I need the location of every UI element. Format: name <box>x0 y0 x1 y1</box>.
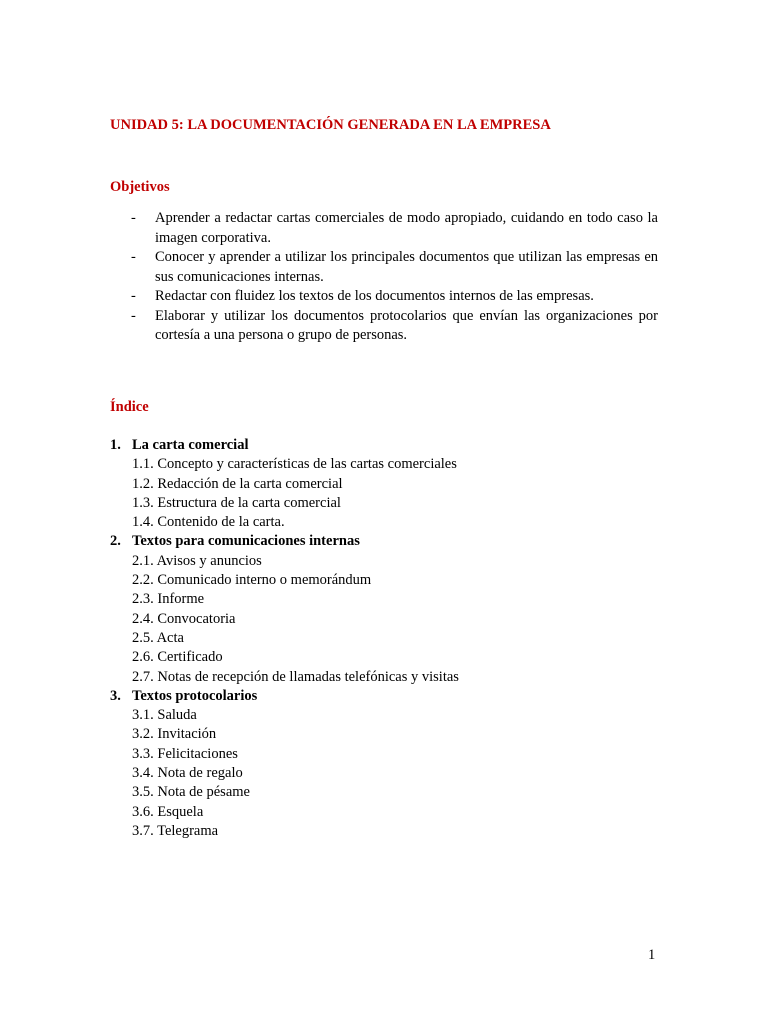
indice-heading: Índice <box>110 399 149 415</box>
toc-section-label: Textos protocolarios <box>132 687 258 704</box>
bullet-dash: - <box>131 210 136 226</box>
toc-subsection: 3.2. Invitación <box>132 726 217 743</box>
objetivos-heading: Objetivos <box>110 179 170 195</box>
toc-subsection: 1.1. Concepto y características de las cartas comerciales <box>132 456 457 473</box>
toc-section-label: La carta comercial <box>132 437 249 453</box>
objetivo-item <box>110 287 658 307</box>
toc-section-number: 3. <box>110 687 121 704</box>
table-of-contents <box>110 436 670 841</box>
toc-subsection: 1.4. Contenido de la carta. <box>132 514 285 531</box>
toc-subsection: 2.5. Acta <box>132 629 184 646</box>
toc-section-number: 2. <box>110 533 121 550</box>
toc-subsection: 3.3. Felicitaciones <box>132 745 238 762</box>
toc-section <box>110 532 670 686</box>
objetivo-item <box>110 209 658 248</box>
toc-section <box>110 687 670 841</box>
toc-section-title <box>110 687 670 706</box>
toc-subsection: 1.2. Redacción de la carta comercial <box>132 475 343 492</box>
toc-subsection: 2.3. Informe <box>132 591 205 608</box>
objetivo-text: Elaborar y utilizar los documentos protocolarios que envían las organizaciones por cortesía a una persona o grupo de personas. <box>155 307 658 343</box>
toc-subsection-list <box>110 455 670 532</box>
toc-subsection-list <box>110 706 670 841</box>
toc-subsection-list <box>110 552 670 687</box>
toc-subsection: 2.6. Certificado <box>132 649 223 666</box>
page-number: 1 <box>648 947 656 963</box>
objetivo-item <box>110 307 658 346</box>
bullet-dash: - <box>131 307 136 324</box>
bullet-dash: - <box>131 288 136 304</box>
bullet-dash: - <box>131 249 136 265</box>
objetivo-text: Aprender a redactar cartas comerciales de modo apropiado, cuidando en todo caso la imagen corporativa. <box>155 210 658 246</box>
toc-subsection: 3.7. Telegrama <box>132 822 219 839</box>
toc-subsection: 1.3. Estructura de la carta comercial <box>132 494 341 511</box>
toc-subsection: 2.7. Notas de recepción de llamadas telefónicas y visitas <box>132 668 459 685</box>
toc-subsection: 2.4. Convocatoria <box>132 610 236 627</box>
toc-subsection: 2.1. Avisos y anuncios <box>132 552 262 569</box>
toc-section <box>110 436 670 532</box>
toc-section-title <box>110 532 670 551</box>
toc-subsection: 3.4. Nota de regalo <box>132 765 243 782</box>
toc-subsection: 3.5. Nota de pésame <box>132 784 250 801</box>
toc-section-number: 1. <box>110 437 121 453</box>
toc-section-title <box>110 436 670 455</box>
toc-subsection: 2.2. Comunicado interno o memorándum <box>132 572 372 589</box>
toc-section-label: Textos para comunicaciones internas <box>132 533 360 550</box>
objetivo-text: Redactar con fluidez los textos de los documentos internos de las empresas. <box>155 288 594 304</box>
objetivo-text: Conocer y aprender a utilizar los principales documentos que utilizan las empresas en sus comunicaciones internas. <box>155 249 658 285</box>
objetivos-list <box>110 209 658 346</box>
toc-subsection: 3.6. Esquela <box>132 803 204 820</box>
objetivo-item <box>110 248 658 287</box>
toc-subsection: 3.1. Saluda <box>132 707 197 724</box>
document-title: UNIDAD 5: LA DOCUMENTACIÓN GENERADA EN LA EMPRESA <box>110 117 551 133</box>
